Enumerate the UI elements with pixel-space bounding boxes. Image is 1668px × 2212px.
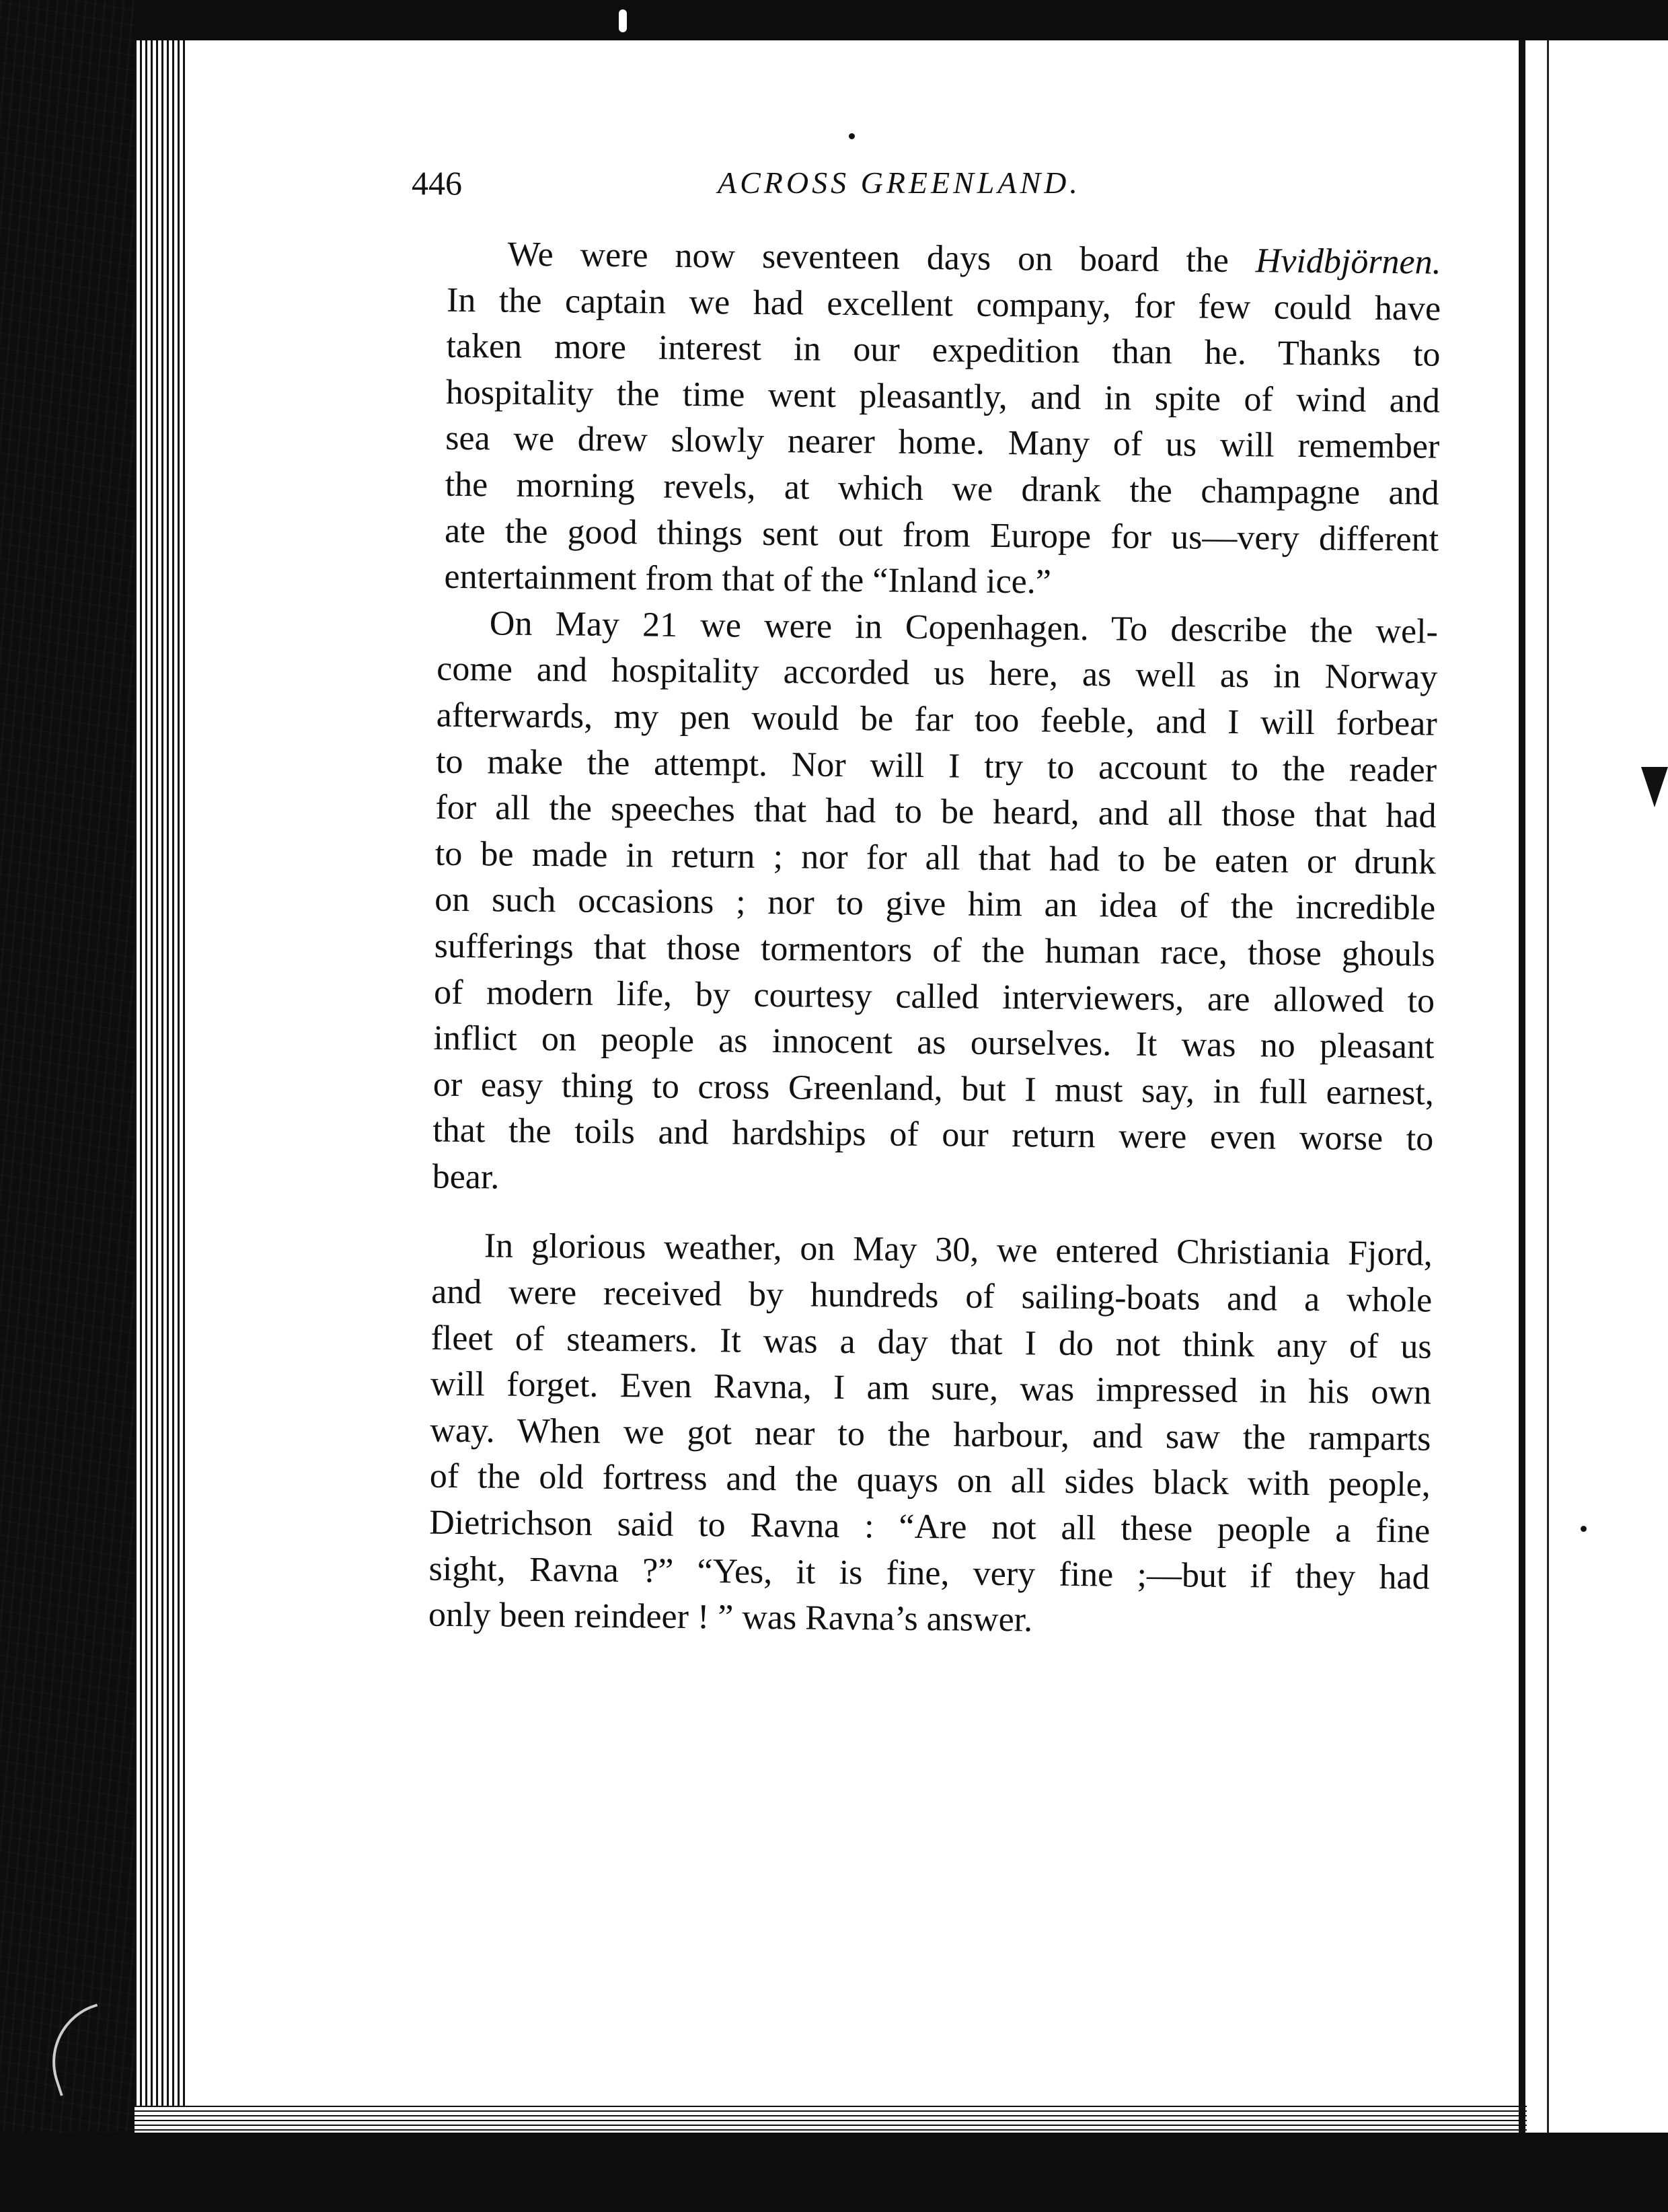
- text-line: afterwards, my pen would be far too feeble, and I will forbear: [436, 696, 1437, 743]
- text-line-content: We were now seventeen days on board the: [507, 235, 1229, 280]
- text-line: of modern life, by courtesy called interviewers, are allowed to: [433, 973, 1435, 1021]
- text-line: On May 21 we were in Copenhagen. To describe the wel-: [489, 604, 1439, 651]
- margin-speck: [849, 133, 855, 139]
- text-line: inflict on people as innocent as ourselves. It was no pleasant: [433, 1019, 1435, 1066]
- ship-name: Hvidbjörnen.: [1255, 242, 1441, 282]
- facing-page-mark: [1641, 767, 1668, 807]
- text-line: In the captain we had excellent company, for few could have: [446, 281, 1441, 328]
- text-line: hospitality the time went pleasantly, and in spite of wind and: [445, 373, 1441, 420]
- text-line: sufferings that those tormentors of the human race, those ghouls: [434, 926, 1435, 974]
- text-line: Dietrichson said to Ravna : “Are not all these people a fine: [428, 1503, 1431, 1551]
- running-head: [412, 156, 1441, 210]
- text-line: sight, Ravna ?” “Yes, it is fine, very fine ;—but if they had: [428, 1549, 1430, 1597]
- paragraph: [378, 600, 1438, 1209]
- text-line: that the toils and hardships of our return were even worse to: [432, 1111, 1434, 1158]
- text-line: fleet of steamers. It was a day that I do not think any of us: [430, 1319, 1432, 1366]
- text-line: to make the attempt. Nor will I try to account to the reader: [435, 742, 1437, 790]
- scan-mark: [619, 9, 627, 32]
- text-line: In glorious weather, on May 30, we entered Christiania Fjord,: [484, 1226, 1433, 1274]
- text-line: way. When we got near to the harbour, and saw the ramparts: [430, 1411, 1431, 1459]
- page-number: 446: [412, 164, 462, 202]
- text-line: bear.: [432, 1157, 500, 1197]
- text-line: of the old fortress and the quays on all sides black with people,: [429, 1457, 1431, 1505]
- book-gutter: [1519, 40, 1525, 2133]
- running-title: ACROSS GREENLAND.: [718, 165, 1081, 200]
- book-page-edges: [135, 40, 188, 2133]
- scan-border-top: [0, 0, 1668, 40]
- facing-page-edge: [1547, 40, 1549, 2133]
- text-line: taken more interest in our expedition than he. Thanks to: [446, 326, 1441, 374]
- scan-border-left: [0, 0, 135, 2212]
- text-line: and were received by hundreds of sailing-boats and a whole: [430, 1272, 1433, 1320]
- paragraph: [375, 1222, 1433, 1647]
- text-line: for all the speeches that had to be heard, and all those that had: [435, 788, 1437, 836]
- text-line: to be made in return ; nor for all that had to be eaten or drunk: [434, 834, 1437, 882]
- margin-speck: [1581, 1526, 1587, 1532]
- scan-border-bottom: [0, 2133, 1668, 2212]
- text-line: or easy thing to cross Greenland, but I must say, in full earnest,: [432, 1065, 1435, 1113]
- text-line: on such occasions ; nor to give him an idea of the incredible: [434, 880, 1436, 928]
- text-line: sea we drew slowly nearer home. Many of us will remember: [445, 419, 1440, 467]
- text-line: the morning revels, at which we drank the champagne and: [445, 465, 1439, 513]
- text-line: entertainment from that of the “Inland ice.”: [444, 557, 1052, 601]
- book-page-edges-bottom: [135, 2106, 1527, 2133]
- text-line: ate the good things sent out from Europe for us—very different: [444, 511, 1439, 559]
- text-line: will forget. Even Ravna, I am sure, was impressed in his own: [430, 1364, 1432, 1412]
- paragraph: [383, 231, 1441, 609]
- text-line: [386, 231, 1441, 286]
- text-line: only been reindeer ! ” was Ravna’s answer.: [428, 1595, 1033, 1639]
- body-text: [375, 231, 1441, 1647]
- text-line: come and hospitality accorded us here, as well as in Norway: [437, 650, 1438, 698]
